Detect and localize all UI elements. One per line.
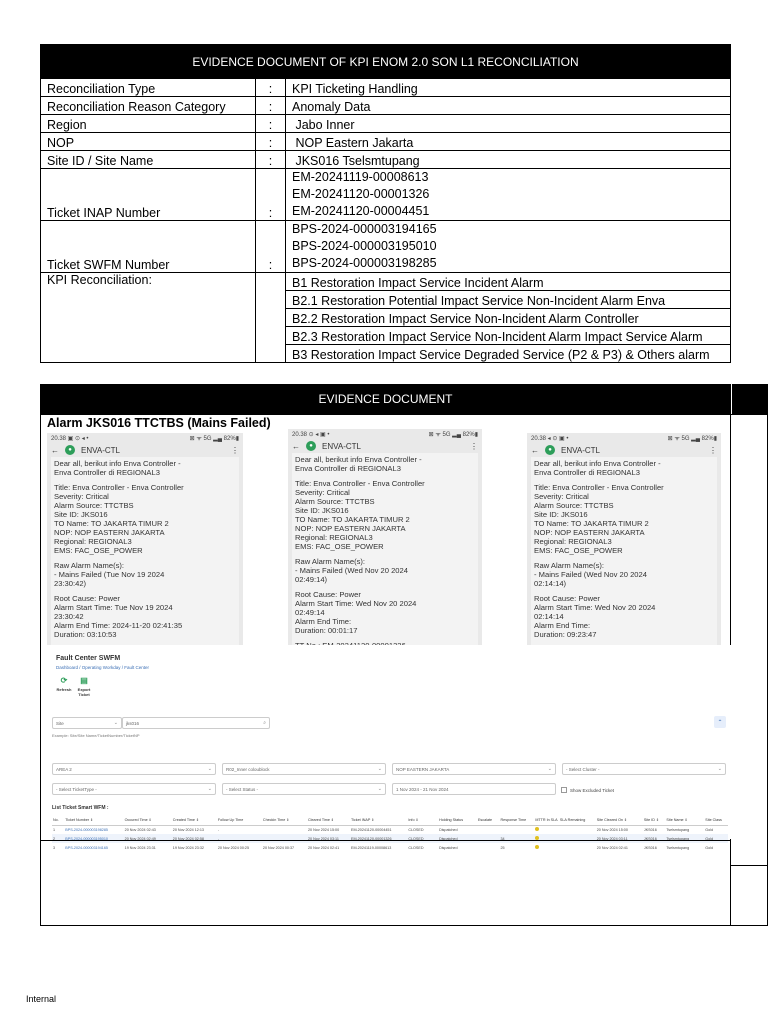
message-line: Alarm Source: TTCTBS bbox=[54, 501, 134, 510]
message-line: EMS: FAC_OSE_POWER bbox=[54, 546, 143, 555]
kpi-item: B1 Restoration Impact Service Incident Alarm bbox=[286, 273, 731, 291]
table-cell: 1 bbox=[53, 827, 56, 832]
ticket-type-select[interactable]: - Select TicketType - ⌄ bbox=[52, 783, 216, 795]
nop-select[interactable]: NOP EASTERN JAKARTA ⌄ bbox=[392, 763, 556, 775]
more-menu-icon[interactable]: ⋮ bbox=[709, 445, 717, 455]
row-reconciliation-type bbox=[41, 79, 731, 97]
message-line: Severity: Critical bbox=[54, 492, 109, 501]
table-cell: 20 Nov 2024 12:13 bbox=[172, 827, 204, 832]
message-line: Title: Enva Controller - Enva Controller bbox=[534, 483, 664, 492]
message-line: 02:49:14) bbox=[295, 575, 328, 584]
message-line: Alarm Source: TTCTBS bbox=[534, 501, 614, 510]
table-cell: 20 Nov 2024 02:43 bbox=[124, 827, 156, 832]
table-cell[interactable]: BPS-2024-000003194165 bbox=[65, 845, 108, 850]
row-label: Ticket INAP Number bbox=[41, 169, 256, 221]
swfm-ticket: BPS-2024-000003198285 bbox=[292, 256, 437, 270]
message-line: TO Name: TO JAKARTA TIMUR 2 bbox=[534, 519, 649, 528]
chevron-down-icon: ⌄ bbox=[547, 766, 552, 772]
row-nop bbox=[41, 133, 731, 151]
swfm-ticket: BPS-2024-000003194165 bbox=[292, 222, 437, 236]
table-cell: EM-20241120-00004451 bbox=[351, 827, 392, 832]
table-cell bbox=[534, 843, 559, 852]
table-cell: EM-20241120-00001326 bbox=[350, 834, 407, 843]
message-line: EMS: FAC_OSE_POWER bbox=[534, 546, 623, 555]
message-line: - Mains Failed (Wed Nov 20 2024 bbox=[295, 566, 408, 575]
column-header[interactable]: Cleared Time ⇕ bbox=[307, 815, 350, 825]
message-line: Title: Enva Controller - Enva Controller bbox=[54, 483, 184, 492]
table-cell: - bbox=[217, 827, 220, 832]
chevron-up-icon: ⌃ bbox=[717, 719, 723, 726]
message-line: 23:30:42 bbox=[54, 612, 84, 621]
table-row[interactable] bbox=[52, 834, 728, 843]
wfm-title: Fault Center SWFM bbox=[56, 655, 121, 662]
avatar: ● bbox=[545, 445, 555, 455]
inap-ticket: EM-20241119-00008613 bbox=[292, 170, 429, 184]
breadcrumb: Dashboard / Operating Workday / Fault Center bbox=[56, 665, 149, 670]
table-cell: Gold bbox=[705, 827, 714, 832]
message-line: Duration: 09:23:47 bbox=[534, 630, 597, 639]
row-kpi bbox=[41, 273, 731, 291]
message-line: EMS: FAC_OSE_POWER bbox=[295, 542, 384, 551]
message-line: NOP: NOP EASTERN JAKARTA bbox=[54, 528, 165, 537]
message-line: Dear all, berikut info Enva Controller - bbox=[295, 455, 422, 464]
table-cell bbox=[477, 843, 500, 852]
column-header[interactable]: Created Time ⇕ bbox=[172, 815, 217, 825]
export-button[interactable]: ▤ Export Ticket bbox=[77, 676, 91, 697]
table-cell bbox=[500, 825, 535, 834]
table-cell: CLOSED bbox=[407, 834, 438, 843]
column-header[interactable]: Site ID ⇕ bbox=[643, 815, 666, 825]
chat-name: ENVA-CTL bbox=[322, 441, 361, 451]
message-line: Alarm End Time: bbox=[295, 617, 352, 626]
row-reason-category bbox=[41, 97, 731, 115]
row-value: Jabo Inner bbox=[286, 115, 731, 133]
divider bbox=[41, 840, 730, 841]
row-value bbox=[286, 169, 731, 221]
table-cell: 3 bbox=[53, 845, 56, 850]
table-cell: - bbox=[217, 834, 262, 843]
date-range-input[interactable]: 1 Nov 2024 - 21 Nov 2024 bbox=[392, 783, 556, 795]
fault-center-screenshot bbox=[42, 645, 731, 850]
back-arrow-icon[interactable]: ← bbox=[292, 441, 300, 451]
table-cell: JKS016 bbox=[643, 845, 657, 850]
search-input[interactable]: jks016 ⌕ bbox=[122, 717, 270, 729]
column-header[interactable]: Site Cleared On ⇕ bbox=[596, 815, 643, 825]
column-header[interactable]: Response Time bbox=[500, 815, 535, 825]
search-icon: ⌕ bbox=[263, 720, 266, 726]
inap-ticket: EM-20241120-00004451 bbox=[292, 204, 430, 218]
message-line: Root Cause: Power bbox=[534, 594, 600, 603]
row-label: Site ID / Site Name bbox=[41, 151, 256, 169]
chevron-down-icon: ⌄ bbox=[377, 786, 382, 792]
row-value: KPI Ticketing Handling bbox=[286, 79, 731, 97]
table-cell: Gold bbox=[705, 845, 714, 850]
message-line: NOP: NOP EASTERN JAKARTA bbox=[295, 524, 406, 533]
sla-status-icon bbox=[535, 845, 539, 849]
more-menu-icon[interactable]: ⋮ bbox=[231, 445, 239, 455]
message-line: Duration: 00:01:17 bbox=[295, 626, 358, 635]
cluster-select[interactable]: - Select Cluster - ⌄ bbox=[562, 763, 726, 775]
refresh-button[interactable]: ⟳ Refresh bbox=[56, 676, 72, 692]
avatar: ● bbox=[65, 445, 75, 455]
chat-message bbox=[292, 453, 478, 652]
table-cell: Dispatched bbox=[439, 845, 458, 850]
column-header[interactable]: SLA Remaining bbox=[559, 815, 596, 825]
message-line: Site ID: JKS016 bbox=[54, 510, 108, 519]
row-value bbox=[286, 221, 731, 273]
table-cell bbox=[534, 825, 559, 834]
show-excluded-checkbox[interactable]: Show Excluded Ticket bbox=[561, 787, 614, 793]
back-arrow-icon[interactable]: ← bbox=[51, 445, 59, 455]
row-label: KPI Reconciliation: bbox=[41, 273, 256, 363]
row-ticket-swfm bbox=[41, 221, 731, 273]
table-cell: 19 Nov 2024 23:32 bbox=[172, 845, 204, 850]
message-line: Enva Controller di REGIONAL3 bbox=[54, 468, 160, 477]
message-line: 02:14:14) bbox=[534, 579, 567, 588]
message-line: Raw Alarm Name(s): bbox=[54, 561, 125, 570]
table-cell: CLOSED bbox=[408, 845, 424, 850]
message-line: 23:30:42) bbox=[54, 579, 87, 588]
table-header bbox=[52, 815, 728, 825]
column-header[interactable]: Ticket INAP ⇕ bbox=[350, 815, 407, 825]
refresh-icon: ⟳ bbox=[60, 676, 68, 685]
chat-message bbox=[531, 457, 717, 656]
message-line: Dear all, berikut info Enva Controller - bbox=[534, 459, 661, 468]
table-cell bbox=[559, 834, 596, 843]
message-line: Root Cause: Power bbox=[54, 594, 120, 603]
evidence-side-column bbox=[731, 414, 768, 926]
area-select[interactable]: AREA 2 ⌄ bbox=[52, 763, 216, 775]
message-line: Title: Enva Controller - Enva Controller bbox=[295, 479, 425, 488]
message-line: Raw Alarm Name(s): bbox=[534, 561, 605, 570]
message-line: - Mains Failed (Tue Nov 19 2024 bbox=[54, 570, 165, 579]
table-cell: 20 Nov 2024 02:41 bbox=[307, 845, 340, 850]
column-header[interactable]: Site Class bbox=[704, 815, 728, 825]
message-line: Alarm Source: TTCTBS bbox=[295, 497, 375, 506]
table-cell: 20 Nov 2024 02:41 bbox=[596, 845, 628, 850]
table-cell bbox=[559, 843, 596, 852]
chevron-down-icon: ⌄ bbox=[377, 766, 382, 772]
row-ticket-inap bbox=[41, 169, 731, 221]
table-cell: 20 Nov 2024 00:25 bbox=[217, 845, 250, 850]
table-cell: 20 Nov 2024 15:00 bbox=[307, 827, 340, 832]
column-header[interactable]: Holding Status bbox=[438, 815, 477, 825]
table-cell[interactable]: BPS-2024-000003198285 bbox=[65, 827, 108, 832]
message-line: Dear all, berikut info Enva Controller - bbox=[54, 459, 181, 468]
message-line: - Mains Failed (Wed Nov 20 2024 bbox=[534, 570, 647, 579]
table-cell bbox=[534, 834, 559, 843]
message-line: Site ID: JKS016 bbox=[534, 510, 588, 519]
table-cell: Dispatched bbox=[438, 834, 477, 843]
search-hint: Example: Site/Site Name/TicketNumber/TicketNP bbox=[52, 733, 140, 738]
message-line: Severity: Critical bbox=[295, 488, 350, 497]
table-cell[interactable]: BPS-2024-000003195010 bbox=[64, 834, 123, 843]
evidence-title: EVIDENCE DOCUMENT bbox=[40, 384, 731, 414]
table-cell bbox=[262, 834, 307, 843]
table-cell: JKS016 bbox=[643, 834, 666, 843]
row-colon: : bbox=[256, 133, 286, 151]
evidence-side-header bbox=[731, 384, 768, 414]
table-cell bbox=[477, 825, 500, 834]
avatar: ● bbox=[306, 441, 316, 451]
message-line: Alarm Start Time: Tue Nov 19 2024 bbox=[54, 603, 173, 612]
table-row[interactable] bbox=[52, 825, 728, 834]
column-header[interactable]: Checkin Time ⇕ bbox=[262, 815, 307, 825]
row-colon: : bbox=[256, 151, 286, 169]
row-colon: : bbox=[256, 169, 286, 221]
kpi-item: B2.3 Restoration Impact Service Non-Incident Alarm Impact Service Alarm bbox=[286, 327, 731, 345]
column-header[interactable]: Escalate bbox=[477, 815, 500, 825]
phone-screenshot-3: 20.38 ◂ ⊙ ▣ • ⊠ ᯤ 5G ▂▄ 82%▮ ← ● ENVA-CTL ⋮ Dear all, berikut info Enva Controller - Enva Controller di REGIONAL3 Title: Enva Controller - Enva Controller Severity: Critical Alarm Source: TTCTBS Site ID: JKS016 TO Name: TO JAKARTA TIMUR 2 NOP: NOP EASTERN JAKARTA Regional: REGIONAL3 EMS: FAC_OSE_POWER Raw Alarm Name(s): - Mains Failed (Wed Nov 20 2024 02:14:14) Root Cause: Power Alarm Start Time: Wed Nov 20 2024 02:14:14 Alarm End Time: Duration: 09:23:47 bbox=[527, 433, 721, 645]
evidence-box bbox=[40, 414, 731, 926]
table-cell: 20 Nov 2024 03:11 bbox=[596, 834, 643, 843]
chevron-down-icon: ⌄ bbox=[113, 720, 118, 726]
table-cell: EM-20241119-00008613 bbox=[351, 845, 392, 850]
column-header[interactable]: Occured Time ⇕ bbox=[124, 815, 172, 825]
message-line: Site ID: JKS016 bbox=[295, 506, 349, 515]
alarm-title: Alarm JKS016 TTCTBS (Mains Failed) bbox=[47, 416, 271, 430]
row-colon: : bbox=[256, 97, 286, 115]
column-header[interactable]: Ticket Number ⇕ bbox=[64, 815, 123, 825]
reconciliation-table bbox=[40, 44, 731, 363]
table-cell: Tselsmtupang bbox=[665, 834, 704, 843]
sla-status-icon bbox=[535, 827, 539, 831]
table-cell: 25 bbox=[500, 845, 505, 850]
table-cell bbox=[477, 834, 500, 843]
message-line: Regional: REGIONAL3 bbox=[534, 537, 612, 546]
row-value: NOP Eastern Jakarta bbox=[286, 133, 731, 151]
row-value: JKS016 Tselsmtupang bbox=[286, 151, 731, 169]
table-row[interactable] bbox=[52, 843, 728, 852]
file-export-icon: ▤ bbox=[80, 676, 88, 685]
status-select[interactable]: - Select Status - ⌄ bbox=[222, 783, 386, 795]
message-line: Enva Controller di REGIONAL3 bbox=[534, 468, 640, 477]
table-cell: 20 Nov 2024 00:37 bbox=[262, 845, 295, 850]
table-cell: CLOSED bbox=[408, 827, 424, 832]
chevron-down-icon: ⌄ bbox=[207, 786, 212, 792]
table-cell: Gold bbox=[704, 834, 728, 843]
table-cell: 20 Nov 2024 02:49 bbox=[124, 834, 172, 843]
phone-screenshot-2: 20.38 ⊙ ◂ ▣ • ⊠ ᯤ 5G ▂▄ 82%▮ ← ● ENVA-CTL ⋮ Dear all, berikut info Enva Controller - Enva Controller di REGIONAL3 Title: Enva Controller - Enva Controller Severity: Critical Alarm Source: TTCTBS Site ID: JKS016 TO Name: TO JAKARTA TIMUR 2 NOP: NOP EASTERN JAKARTA Regional: REGIONAL3 EMS: FAC_OSE_POWER Raw Alarm Name(s): - Mains Failed (Wed Nov 20 2024 02:49:14) Root Cause: Power Alarm Start Time: Wed Nov 20 2024 02:49:14 Alarm End Time: Duration: 00:01:17 bbox=[288, 429, 482, 645]
inap-ticket: EM-20241120-00001326 bbox=[292, 187, 430, 201]
row-site bbox=[41, 151, 731, 169]
classification-label: Internal bbox=[26, 994, 57, 1004]
message-line: Alarm Start Time: Wed Nov 20 2024 bbox=[534, 603, 656, 612]
kpi-item: B2.2 Restoration Impact Service Non-Incident Alarm Controller bbox=[286, 309, 731, 327]
swfm-ticket: BPS-2024-000003195010 bbox=[292, 239, 437, 253]
message-line: Enva Controller di REGIONAL3 bbox=[295, 464, 401, 473]
chevron-down-icon: ⌄ bbox=[717, 766, 722, 772]
message-line: NOP: NOP EASTERN JAKARTA bbox=[534, 528, 645, 537]
table-cell: 2 bbox=[52, 834, 64, 843]
row-colon: : bbox=[256, 79, 286, 97]
phone-screenshot-1: 20.38 ▣ ⊙ ◂ • ⊠ ᯤ 5G ▂▄ 82%▮ ← ● ENVA-CTL ⋮ Dear all, berikut info Enva Controller - Enva Controller di REGIONAL3 Title: Enva Controller - Enva Controller Severity: Critical Alarm Source: TTCTBS Site ID: JKS016 TO Name: TO JAKARTA TIMUR 2 NOP: NOP EASTERN JAKARTA Regional: REGIONAL3 EMS: FAC_OSE_POWER Raw Alarm Name(s): - Mains Failed (Tue Nov 19 2024 23:30:42) Root Cause: Power Alarm Start Time: Tue Nov 19 2024 23:30:42 Alarm End Time: 2024-11-20 02:41:35 Duration: 03:10:53 bbox=[47, 433, 243, 645]
chat-name: ENVA-CTL bbox=[561, 445, 600, 455]
message-line: 02:14:14 bbox=[534, 612, 564, 621]
row-value: Anomaly Data bbox=[286, 97, 731, 115]
table-cell: Dispatched bbox=[439, 827, 458, 832]
column-header[interactable]: Follow Up Time bbox=[217, 815, 262, 825]
message-line: Duration: 03:10:53 bbox=[54, 630, 117, 639]
message-line: 02:49:14 bbox=[295, 608, 325, 617]
kpi-item: B2.1 Restoration Potential Impact Service Non-Incident Alarm Enva bbox=[286, 291, 731, 309]
chat-name: ENVA-CTL bbox=[81, 445, 120, 455]
table-cell: Tselsmtupang bbox=[666, 845, 690, 850]
message-line: Severity: Critical bbox=[534, 492, 589, 501]
chevron-down-icon: ⌄ bbox=[207, 766, 212, 772]
row-colon: : bbox=[256, 115, 286, 133]
table-cell: 20 Nov 2024 03:11 bbox=[307, 834, 350, 843]
table-cell: 34 bbox=[500, 834, 535, 843]
table-cell: 19 Nov 2024 23:31 bbox=[124, 845, 156, 850]
chat-message bbox=[51, 457, 239, 656]
message-line: TO Name: TO JAKARTA TIMUR 2 bbox=[295, 515, 410, 524]
ticket-table bbox=[52, 815, 728, 852]
back-arrow-icon[interactable]: ← bbox=[531, 445, 539, 455]
column-header[interactable]: Info ⇕ bbox=[407, 815, 438, 825]
table-cell bbox=[262, 825, 307, 834]
table-cell: Tselsmtupang bbox=[666, 827, 690, 832]
message-line: Root Cause: Power bbox=[295, 590, 361, 599]
message-line: Regional: REGIONAL3 bbox=[295, 533, 373, 542]
row-label: Reconciliation Type bbox=[41, 79, 256, 97]
table-cell bbox=[559, 825, 596, 834]
row-colon: : bbox=[256, 221, 286, 273]
column-header[interactable]: Site Name ⇕ bbox=[665, 815, 704, 825]
collapse-filter-button[interactable] bbox=[714, 716, 726, 728]
search-type-select[interactable]: Site ⌄ bbox=[52, 717, 122, 729]
table-cell: JKS016 bbox=[643, 827, 657, 832]
column-header[interactable]: MTTR In SLA bbox=[534, 815, 559, 825]
message-line: Regional: REGIONAL3 bbox=[54, 537, 132, 546]
row-label: Ticket SWFM Number bbox=[41, 221, 256, 273]
table-cell: 20 Nov 2024 15:00 bbox=[596, 827, 628, 832]
more-menu-icon[interactable]: ⋮ bbox=[470, 441, 478, 451]
list-title: List Ticket Smart WFM : bbox=[52, 805, 109, 811]
row-label: Region bbox=[41, 115, 256, 133]
kpi-item: B3 Restoration Impact Service Degraded Service (P2 & P3) & Others alarm bbox=[286, 345, 731, 363]
table-cell: 20 Nov 2024 02:58 bbox=[172, 834, 217, 843]
message-line: Raw Alarm Name(s): bbox=[295, 557, 366, 566]
region-select[interactable]: R02_Inner coloublock ⌄ bbox=[222, 763, 386, 775]
row-region bbox=[41, 115, 731, 133]
row-label: NOP bbox=[41, 133, 256, 151]
message-line: Alarm End Time: 2024-11-20 02:41:35 bbox=[54, 621, 183, 630]
message-line: Alarm End Time: bbox=[534, 621, 591, 630]
message-line: TO Name: TO JAKARTA TIMUR 2 bbox=[54, 519, 169, 528]
column-header[interactable]: No. bbox=[52, 815, 64, 825]
message-line: Alarm Start Time: Wed Nov 20 2024 bbox=[295, 599, 417, 608]
document-title: EVIDENCE DOCUMENT OF KPI ENOM 2.0 SON L1 RECONCILIATION bbox=[41, 45, 731, 79]
row-label: Reconciliation Reason Category bbox=[41, 97, 256, 115]
